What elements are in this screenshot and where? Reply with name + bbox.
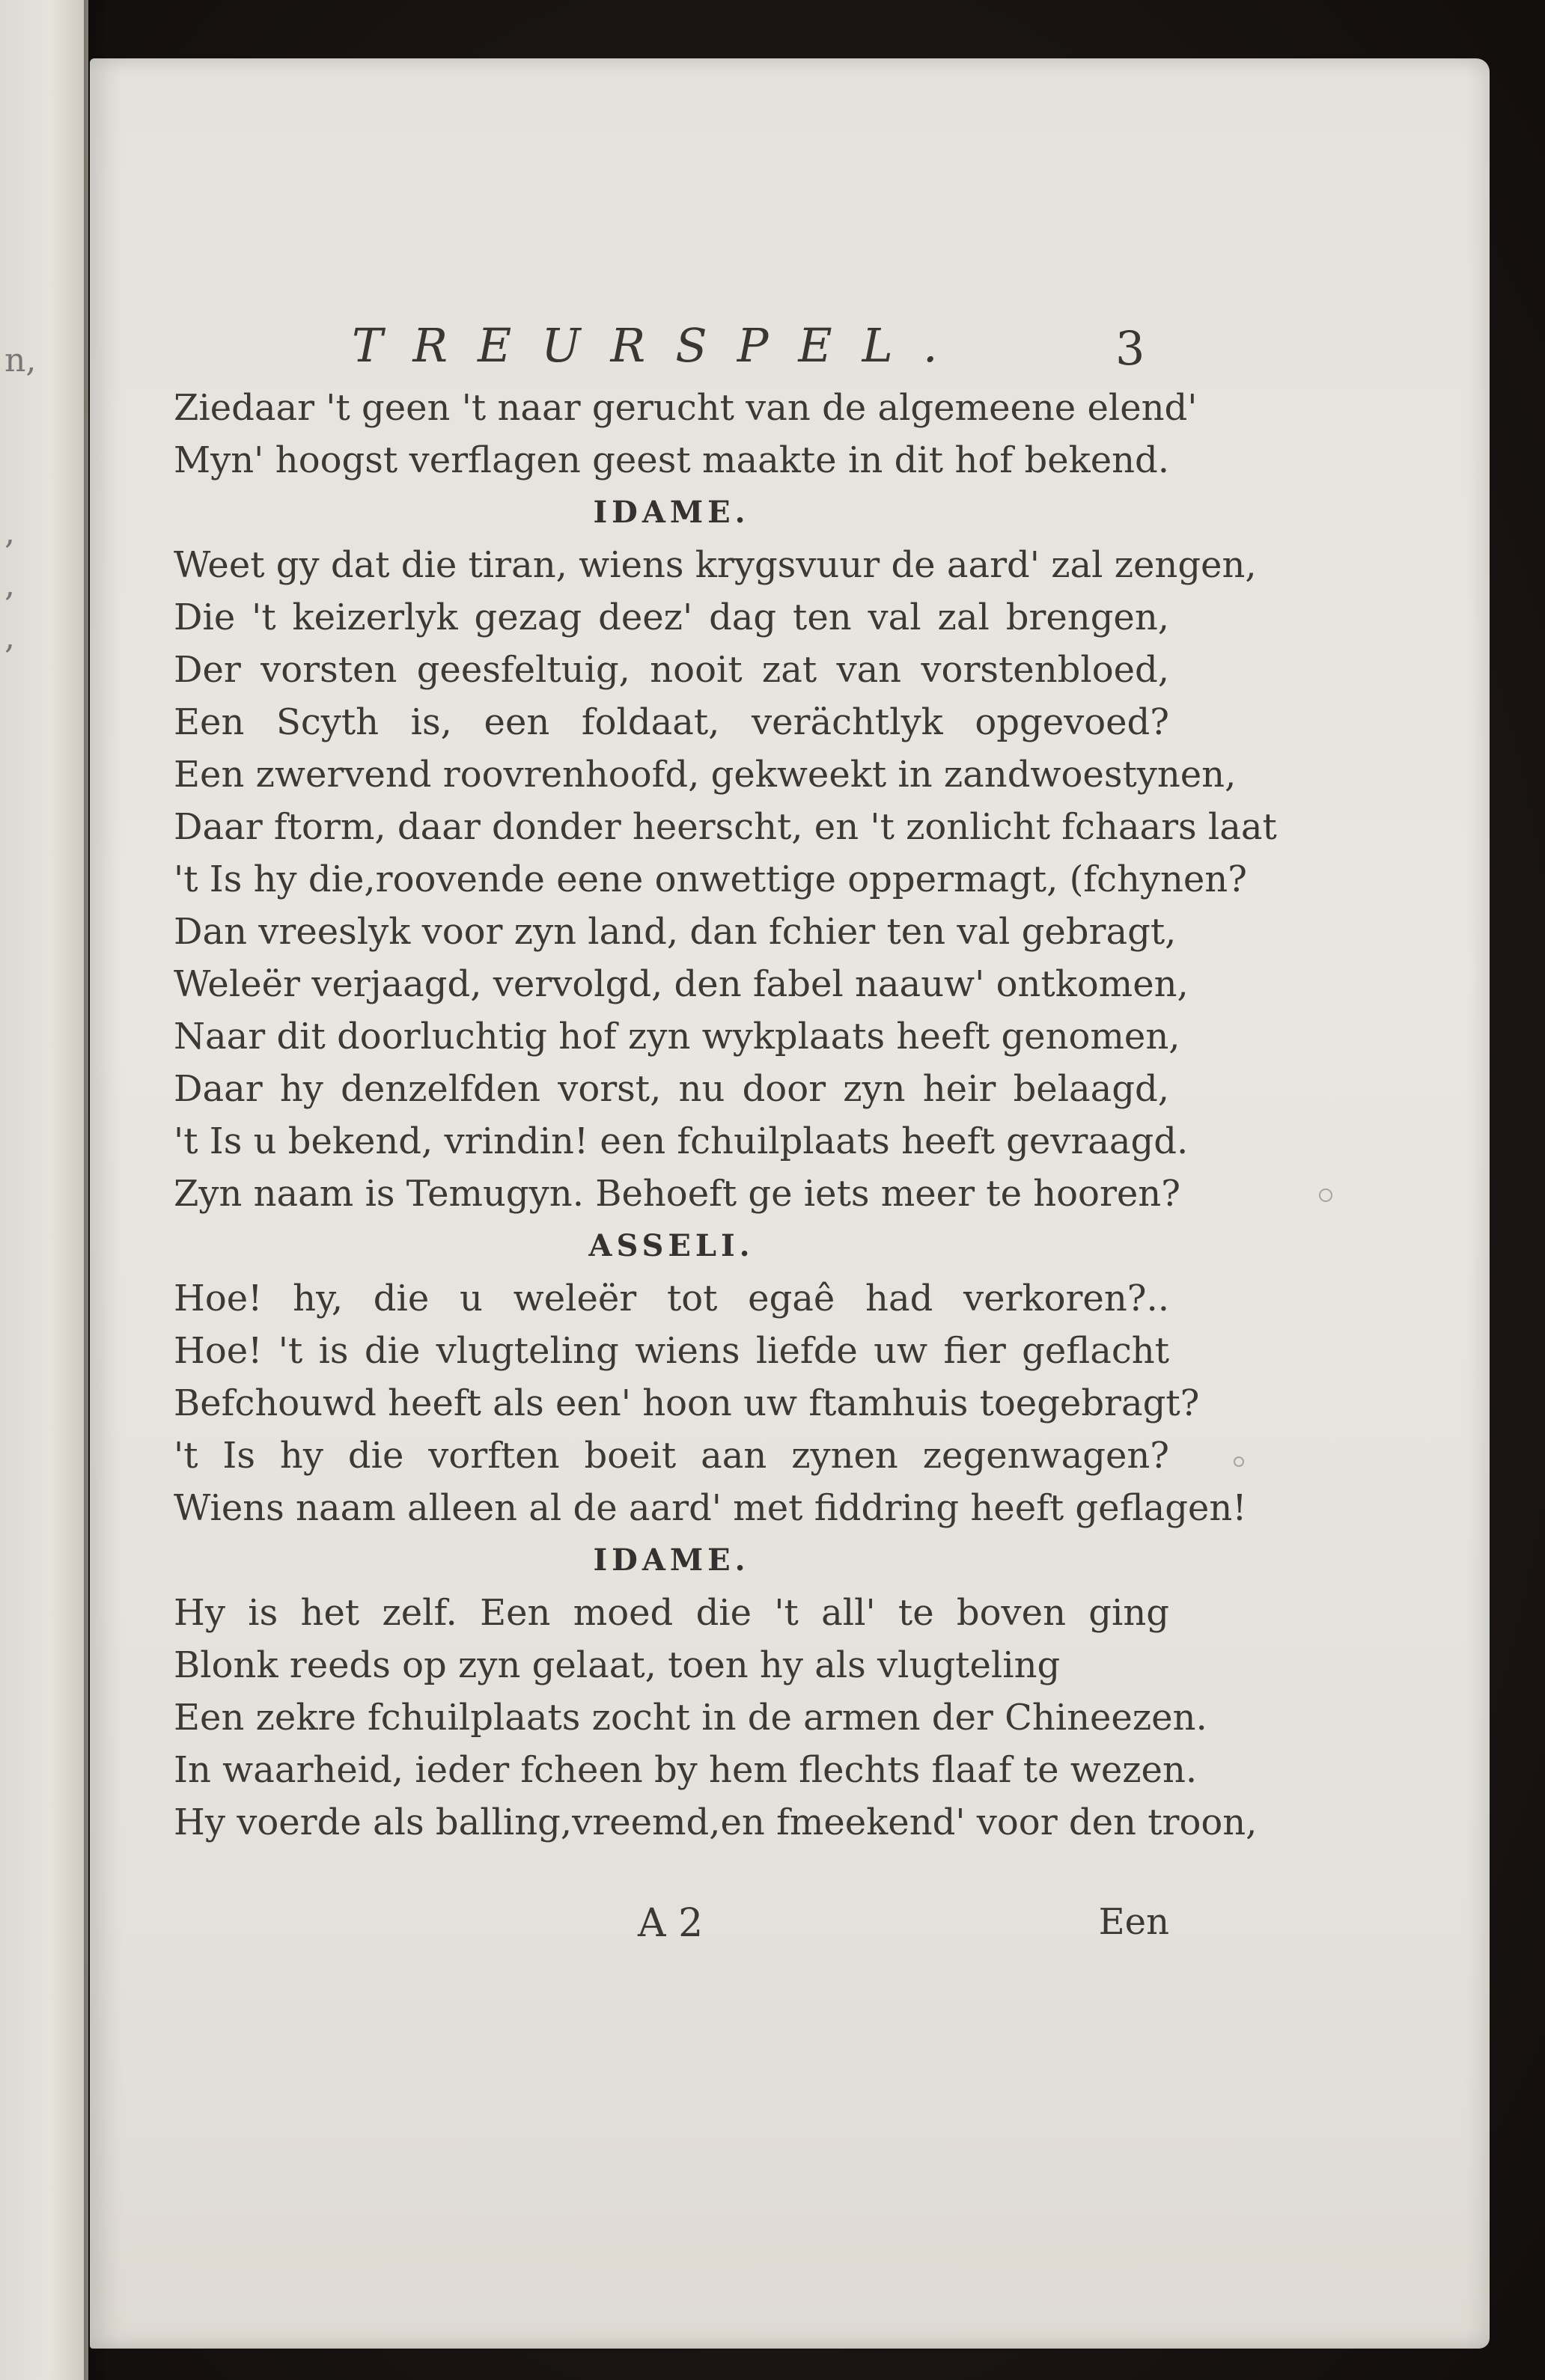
verse-line: Der vorsten geesfeltuig, nooit zat van vorstenbloed,: [174, 649, 1169, 691]
verse-text: [174, 382, 1277, 1849]
page-number: 3: [1115, 321, 1145, 376]
verse-line: Weet gy dat die tiran, wiens krygsvuur de aard' zal zengen,: [174, 544, 1257, 586]
verse-line: 't Is u bekend, vrindin! een fchuilplaats heeft gevraagd.: [174, 1120, 1189, 1162]
verse-line: Hy is het zelf. Een moed die 't all' te boven ging: [174, 1592, 1169, 1634]
verse-line: Daar hy denzelfden vorst, nu door zyn heir belaagd,: [174, 1068, 1169, 1110]
verse-line: Myn' hoogst verflagen geest maakte in dit hof bekend.: [174, 439, 1169, 481]
signature-mark: A 2: [638, 1901, 704, 1946]
verse-line: Daar ftorm, daar donder heerscht, en 't zonlicht fchaars laat: [174, 806, 1277, 848]
verse-line: Weleër verjaagd, vervolgd, den fabel naauw' ontkomen,: [174, 963, 1189, 1005]
speaker-heading: ASSELI.: [588, 1228, 755, 1263]
paper-speck: [1319, 1189, 1332, 1202]
speaker-heading: IDAME.: [593, 1543, 750, 1578]
verse-line: Hy voerde als balling,vreemd,en fmeekend' voor den troon,: [174, 1801, 1258, 1843]
verse-line: Naar dit doorluchtig hof zyn wykplaats heeft genomen,: [174, 1016, 1180, 1058]
verse-line: Blonk reeds op zyn gelaat, toen hy als vlugteling: [174, 1644, 1061, 1686]
verse-line: Een zwervend roovrenhoofd, gekweekt in zandwoestynen,: [174, 754, 1237, 796]
verse-line: Hoe! 't is die vlugteling wiens liefde uw fier geflacht: [174, 1330, 1169, 1372]
verse-line: Dan vreeslyk voor zyn land, dan fchier ten val gebragt,: [174, 911, 1177, 953]
page-header: [352, 318, 1175, 378]
paper-speck: [1234, 1456, 1244, 1467]
left-page-mark: ,: [4, 513, 15, 552]
running-title: TREURSPEL.: [352, 318, 968, 373]
left-page-edge: [0, 0, 88, 2380]
verse-line: Een zekre fchuilplaats zocht in de armen der Chineezen.: [174, 1697, 1207, 1739]
verse-line: Die 't keizerlyk gezag deez' dag ten val zal brengen,: [174, 596, 1169, 638]
verse-line: Hoe! hy, die u weleër tot egaê had verkoren?..: [174, 1278, 1169, 1319]
verse-line: Ziedaar 't geen 't naar gerucht van de algemeene elend': [174, 387, 1198, 429]
page-footer: [174, 1901, 1169, 1953]
left-page-mark: ,: [4, 566, 15, 604]
verse-line: Wiens naam alleen al de aard' met fiddring heeft geflagen!: [174, 1487, 1247, 1529]
speaker-heading: IDAME.: [593, 495, 750, 530]
verse-line: 't Is hy die vorften boeit aan zynen zegenwagen?: [174, 1435, 1169, 1477]
verse-line: 't Is hy die,roovende eene onwettige oppermagt, (fchynen?: [174, 858, 1247, 900]
verse-line: Zyn naam is Temugyn. Behoeft ge iets meer te hooren?: [174, 1173, 1180, 1215]
verse-line: Een Scyth is, een foldaat, verächtlyk opgevoed?: [174, 701, 1169, 743]
left-page-mark: ,: [4, 618, 15, 656]
catchword: Een: [1098, 1901, 1169, 1943]
left-page-mark: n,: [4, 341, 37, 379]
verse-line: Befchouwd heeft als een' hoon uw ftamhuis toegebragt?: [174, 1382, 1200, 1424]
verse-line: In waarheid, ieder fcheen by hem flechts flaaf te wezen.: [174, 1749, 1198, 1791]
